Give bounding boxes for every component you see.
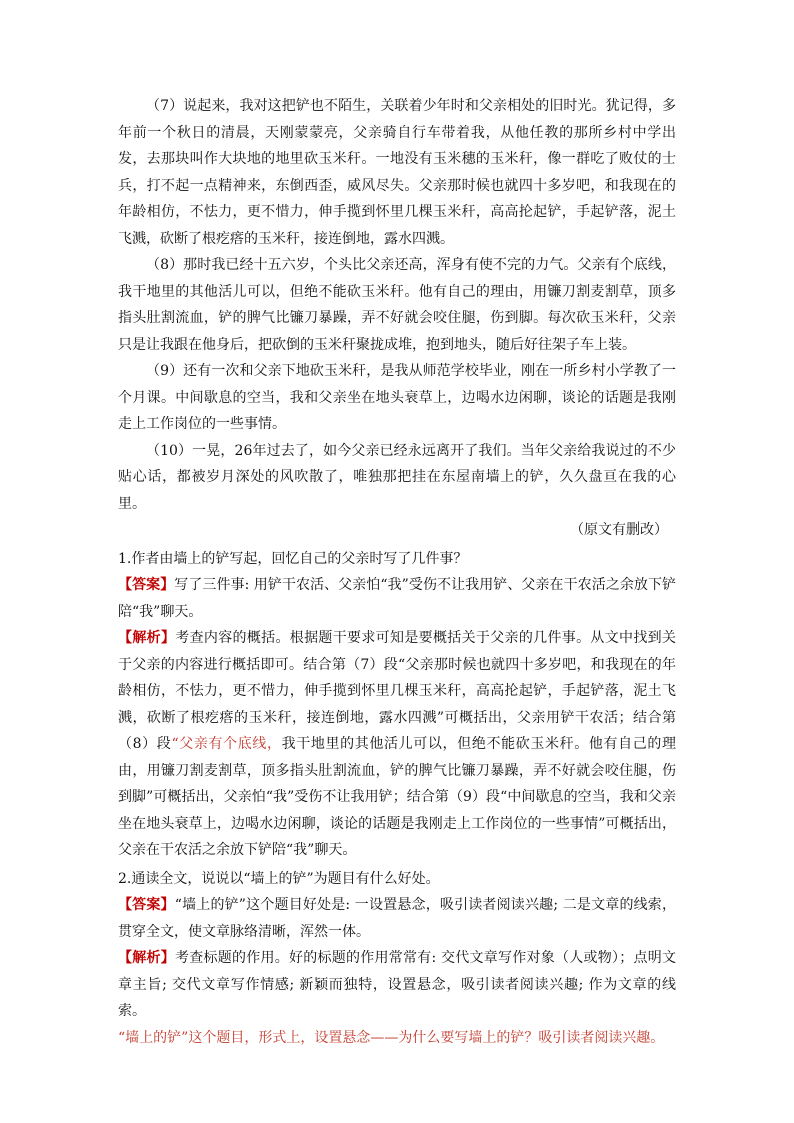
analysis-2-text: 考查标题的作用。好的标题的作用常常有: 交代文章写作对象（人或物）；点明文章主旨; 交代文章写作情感; 新颖而独特，设置悬念，吸引读者阅读兴趣; 作为文章的线索。: [118, 950, 677, 1019]
document-content: [118, 93, 676, 1051]
answer-label: 【答案】: [118, 577, 175, 593]
analysis-2-highlight: “墙上的铲”这个题目，形式上，设置悬念——为什么要写墙上的铲？吸引读者阅读兴趣。: [118, 1029, 665, 1046]
analysis-2: [118, 945, 676, 1025]
analysis-1-text-b: “父亲有个底线，: [171, 736, 282, 752]
source-note: （原文有删改）: [570, 522, 668, 538]
answer-1: [118, 572, 676, 625]
question-2: 2.通读全文，说说以“墙上的铲”为题目有什么好处。: [118, 870, 440, 887]
analysis-label: 【解析】: [118, 950, 176, 966]
answer-label: 【答案】: [118, 897, 175, 913]
article-paragraph-10: （10）一晃，26年过去了，如今父亲已经永远离开了我们。当年父亲给我说过的不少贴心话，都被岁月深处的风吹散了，唯独那把挂在东屋南墙上的铲，久久盘亘在我的心里。: [118, 442, 676, 512]
answer-2: [118, 892, 676, 945]
question-1: 1.作者由墙上的铲写起，回忆自己的父亲时写了几件事？: [118, 550, 468, 567]
article-paragraph-7: （7）说起来，我对这把铲也不陌生，关联着少年时和父亲相处的旧时光。犹记得，多年前一个秋日的清晨，天刚蒙蒙亮，父亲骑自行车带着我，从他任教的那所乡村中学出发，去那块叫作大块地的地里砍玉米秆。一地没有玉米穗的玉米秆，像一群吃了败仗的士兵，打不起一点精神来，东倒西歪，威风尽失。父亲那时候也就四十多岁吧，和我现在的年龄相仿，不怯力，更不惜力，伸手揽到怀里几棵玉米秆，高高抡起铲，手起铲落，泥土飞溅，砍断了根疙瘩的玉米秆，接连倒地，露水四溅。: [118, 98, 676, 247]
analysis-1-text-a: 考查内容的概括。根据题干要求可知是要概括关于父亲的几件事。从文中找到关于父亲的内容进行概括即可。结合第（7）段“父亲那时候也就四十多岁吧，和我现在的年龄相仿，不怯力，更不惜力，伸手揽到怀里几棵玉米秆，高高抡起铲，手起铲落，泥土飞溅，砍断了根疙瘩的玉米秆，接连倒地，露水四溅”可概括出，父亲用铲干农活；结合第（8）段: [118, 630, 677, 752]
analysis-1: [118, 625, 676, 864]
article-paragraph-8: （8）那时我已经十五六岁，个头比父亲还高，浑身有使不完的力气。父亲有个底线，我干地里的其他活儿可以，但绝不能砍玉米秆。他有自己的理由，用镰刀割麦割草，顶多指头肚割流血，铲的脾气比镰刀暴躁，弄不好就会咬住腿，伤到脚。每次砍玉米秆，父亲只是让我跟在他身后，把砍倒的玉米秆聚拢成堆，抱到地头，随后好往架子车上装。: [118, 257, 676, 353]
article-paragraph-9: （9）还有一次和父亲下地砍玉米秆，是我从师范学校毕业，刚在一所乡村小学教了一个月课。中间歇息的空当，我和父亲坐在地头衰草上，边喝水边闲聊，谈论的话题是我刚走上工作岗位的一些事情。: [118, 363, 676, 432]
answer-2-text: “墙上的铲”这个题目好处是: 一设置悬念，吸引读者阅读兴趣; 二是文章的线索，贯穿全文，使文章脉络清晰，浑然一体。: [118, 897, 676, 940]
analysis-1-text-c: 我干地里的其他活儿可以，但绝不能砍玉米秆。他有自己的理由，用镰刀割麦割草，顶多指头肚割流血，铲的脾气比镰刀暴躁，弄不好就会咬住腿，伤到脚”可概括出，父亲怕“我”受伤不让我用铲；结合第（9）段“中间歇息的空当，我和父亲坐在地头衰草上，边喝水边闲聊，谈论的话题是我刚走上工作岗位的一些事情”可概括出，父亲在干农活之余放下铲陪“我”聊天。: [118, 736, 676, 858]
analysis-label: 【解析】: [118, 630, 176, 646]
answer-1-text: 写了三件事: 用铲干农活、父亲怕“我”受伤不让我用铲、父亲在干农活之余放下铲陪“我”聊天。: [118, 577, 677, 620]
